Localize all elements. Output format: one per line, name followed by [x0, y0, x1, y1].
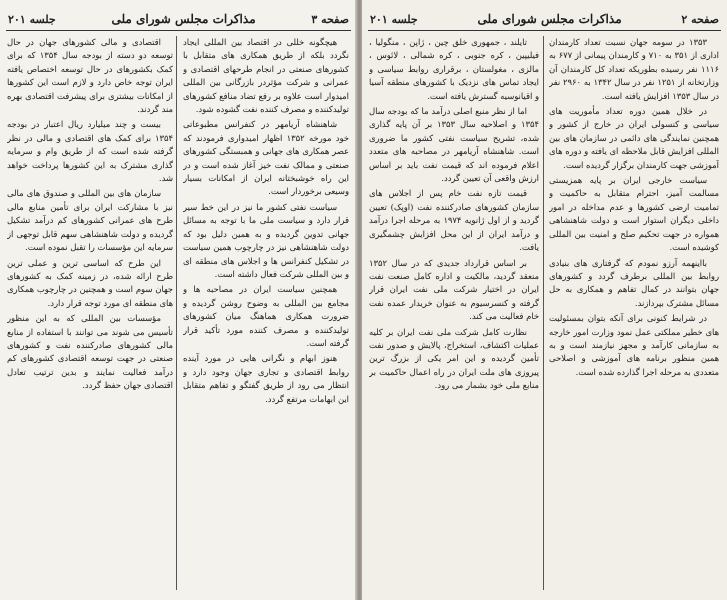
paragraph: این طرح که اساسی ترین و عملی ترین طرح ارائه شده، در زمینه کمک به کشورهای جهان سوم است و همچنین در چارچوب همکاری های منطقه ای مورد توجه قرار دارد.: [7, 257, 173, 308]
left-page-number: صفحه ۳: [311, 12, 349, 26]
right-page-column-left: [369, 36, 539, 594]
paragraph: ۱۳۵۳ در سومه جهان نسبت تعداد کارمندان اداری از ۳۵۱ به ۷۱۰ و کارمندان پیمانی از ۶۷۷ به ۱۱۱۶ نفر رسیده بطوریکه تعداد کل کارمندان آن وزارتخانه از ۱۲۵۱ نفر در سال ۱۳۴۲ به ۲۹۶۰ نفر در سال ۱۳۵۳ افزایش یافته است.: [549, 37, 719, 101]
paragraph: سیاست نفتی کشور ما نیز در این خط سیر قرار دارد و سیاست ملی ما با توجه به مسائل جهانی تدوین گردیده و به همین دلیل بود که دولت شاهنشاهی نیز در چارچوب همین سیاست در تشکیل کنفرانس ها و اجلاس های منطقه ای و بین المللی شرکت فعال داشته است.: [183, 201, 349, 279]
left-page-session: جلسه ۲۰۱: [8, 12, 56, 26]
left-page-column-left: [7, 36, 173, 594]
paragraph: سازمان های بین المللی و صندوق های مالی نیز با مشارکت ایران برای تأمین منابع مالی طرح های عمرانی کشورهای کم درآمد تشکیل گردیده و دولت شاهنشاهی سهم قابل توجهی از سرمایه این مؤسسات را تقبل نموده است.: [7, 188, 173, 253]
paragraph: هنوز ابهام و نگرانی هایی در مورد آینده روابط اقتصادی و تجاری جهان وجود دارد و انتظار می رود از طریق گفتگو و تفاهم متقابل این ابهامات مرتفع گردد.: [183, 353, 349, 404]
paragraph: در خلال همین دوره تعداد مأموریت های سیاسی و کنسولی ایران در خارج از کشور و همچنین نمایندگی های دائمی در سازمان های بین المللی افزایش قابل ملاحظه ای یافته و دوره های آموزشی جهت کارمندان برگزار گردیده است.: [549, 106, 719, 170]
right-header-rule: [368, 30, 721, 31]
paragraph: اما از نظر منبع اصلی درآمد ما که بودجه سال ۱۳۵۴ و اصلاحیه سال ۱۳۵۳ بر آن پایه گذاری شده، تشریح سیاست نفتی کشور ما ضروری است. شاهنشاه آریامهر در مصاحبه های متعدد اعلام فرموده اند که قیمت نفت باید بر اساس ارزش واقعی آن تعیین گردد.: [369, 106, 539, 184]
paragraph: بااینهمه آرزو نمودم که گرفتاری های بنیادی روابط بین المللی برطرف گردد و کشورهای جهان بتوانند در کمال تفاهم و همکاری به حل مسائل مشترک بپردازند.: [549, 257, 719, 308]
paragraph: سیاست خارجی ایران بر پایه همزیستی مسالمت آمیز، احترام متقابل به حاکمیت و تمامیت ارضی کشورها و عدم مداخله در امور داخلی دیگران استوار است و دولت شاهنشاهی همواره در جهت تحکیم صلح و امنیت بین المللی کوشیده است.: [549, 175, 719, 253]
left-page-header: [8, 10, 349, 28]
right-page-header: [370, 10, 719, 28]
right-page-title: مذاکرات مجلس شورای ملی: [477, 12, 622, 26]
paragraph: بر اساس قرارداد جدیدی که در سال ۱۳۵۲ منعقد گردید، مالکیت و اداره کامل صنعت نفت ایران در اختیار شرکت ملی نفت ایران قرار گرفته و کنسرسیوم به عنوان خریدار عمده نفت خام فعالیت می کند.: [369, 257, 539, 322]
left-page-title: مذاکرات مجلس شورای ملی: [111, 12, 256, 26]
paragraph: شاهنشاه آریامهر در کنفرانس مطبوعاتی خود مورخه ۱۳۵۲ اظهار امیدواری فرمودند که عصر همکاری های جهانی و همبستگی کشورهای صنعتی و ممالک نفت خیز آغاز شده است و در این راه خوشبختانه ایران از امکانات بسیار وسیعی برخوردار است.: [183, 119, 349, 197]
paragraph: هیچگونه خللی در اقتصاد بین المللی ایجاد نگردد بلکه از طریق همکاری های متقابل با کشورهای صنعتی در انجام طرحهای اقتصادی و عمرانی و شرکت مؤثردر بازرگانی بین المللی امیدوار است علاوه بر رفع تضاد منافع کشورهای تولیدکننده و مصرف کننده نفت گشوده شود.: [183, 37, 349, 115]
right-page-session: جلسه ۲۰۱: [370, 12, 418, 26]
paragraph: نظارت کامل شرکت ملی نفت ایران بر کلیه عملیات اکتشاف، استخراج، پالایش و صدور نفت تأمین گردیده و این امر یکی از بزرگ ترین پیروزی های ملت ایران در راه اعمال حاکمیت بر منابع ملی خود بشمار می رود.: [369, 326, 539, 391]
paragraph: بیست و چند میلیارد ریال اعتبار در بودجه ۱۳۵۴ برای کمک های اقتصادی و مالی در نظر گرفته شده است که از طریق وام و سرمایه گذاری مشترک به این کشورها پرداخت خواهد شد.: [7, 119, 173, 184]
paragraph: همچنین سیاست ایران در مصاحبه ها و مجامع بین المللی به وضوح روشن گردیده و ضرورت همکاری هماهنگ میان کشورهای تولیدکننده و مصرف کننده مورد تأکید قرار گرفته است.: [183, 284, 349, 348]
left-page: [0, 0, 357, 600]
paragraph: قیمت تازه نفت خام پس از اجلاس های سازمان کشورهای صادرکننده نفت (اوپک) تعیین گردید و از اول ژانویه ۱۹۷۴ به مرحله اجرا درآمد و درآمد ایران از این محل افزایش چشمگیری یافت.: [369, 188, 539, 253]
paragraph: اقتصادی و مالی کشورهای جهان در حال توسعه دو دسته از بودجه سال ۱۳۵۴ که برای کمک بکشورهای در حال توسعه اختصاص یافته ایران توجه خاص دارد و لازم است این کشورها از امکانات بیشتری برای پیشرفت اقتصادی بهره مند گردند.: [7, 37, 173, 115]
left-page-column-right: [183, 36, 349, 594]
left-column-divider: [176, 36, 177, 590]
right-page-number: صفحه ۲: [681, 12, 719, 26]
left-header-rule: [6, 30, 351, 31]
right-page-column-right: [549, 36, 719, 594]
paragraph: تایلند ، جمهوری خلق چین ، ژاپن ، منگولیا ، فیلیپین ، کره جنوبی ، کره شمالی ، لائوس ، مالزی ، مغولستان ، برقراری روابط سیاسی و ایجاد تماس های نزدیک با کشورهای منطقه آسیا و اقیانوسیه گسترش یافته است.: [369, 37, 539, 101]
paragraph: در شرایط کنونی برای آنکه بتوان بمسئولیت های خطیر مملکتی عمل نمود وزارت امور خارجه به سازمانی کارآمد و مجهز نیازمند است و به همین منظور برنامه های آموزشی و اصلاحی متعددی به مرحله اجرا گذارده شده است.: [549, 313, 719, 377]
paragraph: مؤسسات بین المللی که به این منظور تأسیس می شوند می توانند با استفاده از منابع مالی کشورهای صادرکننده نفت و کشورهای صنعتی در جهت توسعه اقتصادی کشورهای کم درآمد فعالیت نمایند و بدین ترتیب تعادل اقتصادی جهان حفظ گردد.: [7, 313, 173, 391]
right-column-divider: [543, 36, 544, 590]
right-page: [362, 0, 727, 600]
